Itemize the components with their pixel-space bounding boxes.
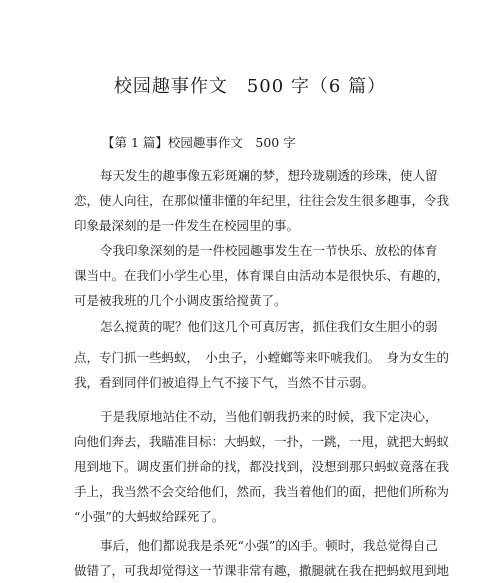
paragraph-1 xyxy=(74,163,450,238)
paragraph-line: 可是被我班的几个小调皮蛋给搅黄了。 xyxy=(74,293,287,308)
paragraph-line: 点，专门抓一些蚂蚁， 小虫子，小螳螂等来吓唬我们。 身为女生的 xyxy=(74,350,450,365)
section-heading: 【第 1 篇】校园趣事作文 500 字 xyxy=(102,135,296,150)
paragraph-4 xyxy=(74,404,450,529)
paragraph-3 xyxy=(74,314,438,339)
paragraph-line: 做错了，可我却觉得这一节课非常有趣，撒腿就在我在把蚂蚁甩到地 xyxy=(74,563,450,578)
paragraph-line: 手上，我当然不会交给他们，然而，我当着他们的面，把他们所称为 xyxy=(74,484,450,499)
paragraph-line: 于是我原地站住不动，当他们朝我扔来的时候，我下定决心， xyxy=(100,409,438,424)
paragraph-line: 令我印象深刻的是一件校园趣事发生在一节快乐、放松的体育 xyxy=(100,243,438,258)
paragraph-line: 向他们奔去，我瞄准目标：大蚂蚁，一扑，一跳，一甩，就把大蚂蚁 xyxy=(74,434,450,449)
document-title: 校园趣事作文 500 字（6 篇） xyxy=(113,76,387,97)
paragraph-5 xyxy=(74,533,450,583)
paragraph-3-continued xyxy=(74,345,450,395)
paragraph-line: 每天发生的趣事像五彩斑斓的梦，想玲珑剔透的珍珠，使人留 xyxy=(100,168,438,183)
paragraph-line: 事后，他们都说我是杀死“小强”的凶手。顿时，我总觉得自己 xyxy=(100,538,438,553)
paragraph-line: 印象最深刻的是一件发生在校园里的事。 xyxy=(74,218,300,233)
paragraph-line: 怎么搅黄的呢？他们这几个可真厉害，抓住我们女生胆小的弱 xyxy=(100,319,438,334)
paragraph-line: 甩到地下。调皮蛋们拼命的找，都没找到，没想到那只蚂蚁竟落在我 xyxy=(74,459,450,474)
paragraph-line: 恋，使人向往，在那似懂非懂的年纪里，往往会发生很多趣事，令我 xyxy=(74,193,450,208)
paragraph-line: “小强”的大蚂蚁给踩死了。 xyxy=(74,509,225,524)
paragraph-line: 我，看到同伴们被追得上气不接下气，当然不甘示弱。 xyxy=(74,375,375,390)
paragraph-line: 课当中。在我们小学生心里，体育课自由活动本是很快乐、有趣的， xyxy=(74,268,450,283)
paragraph-2 xyxy=(74,238,450,313)
